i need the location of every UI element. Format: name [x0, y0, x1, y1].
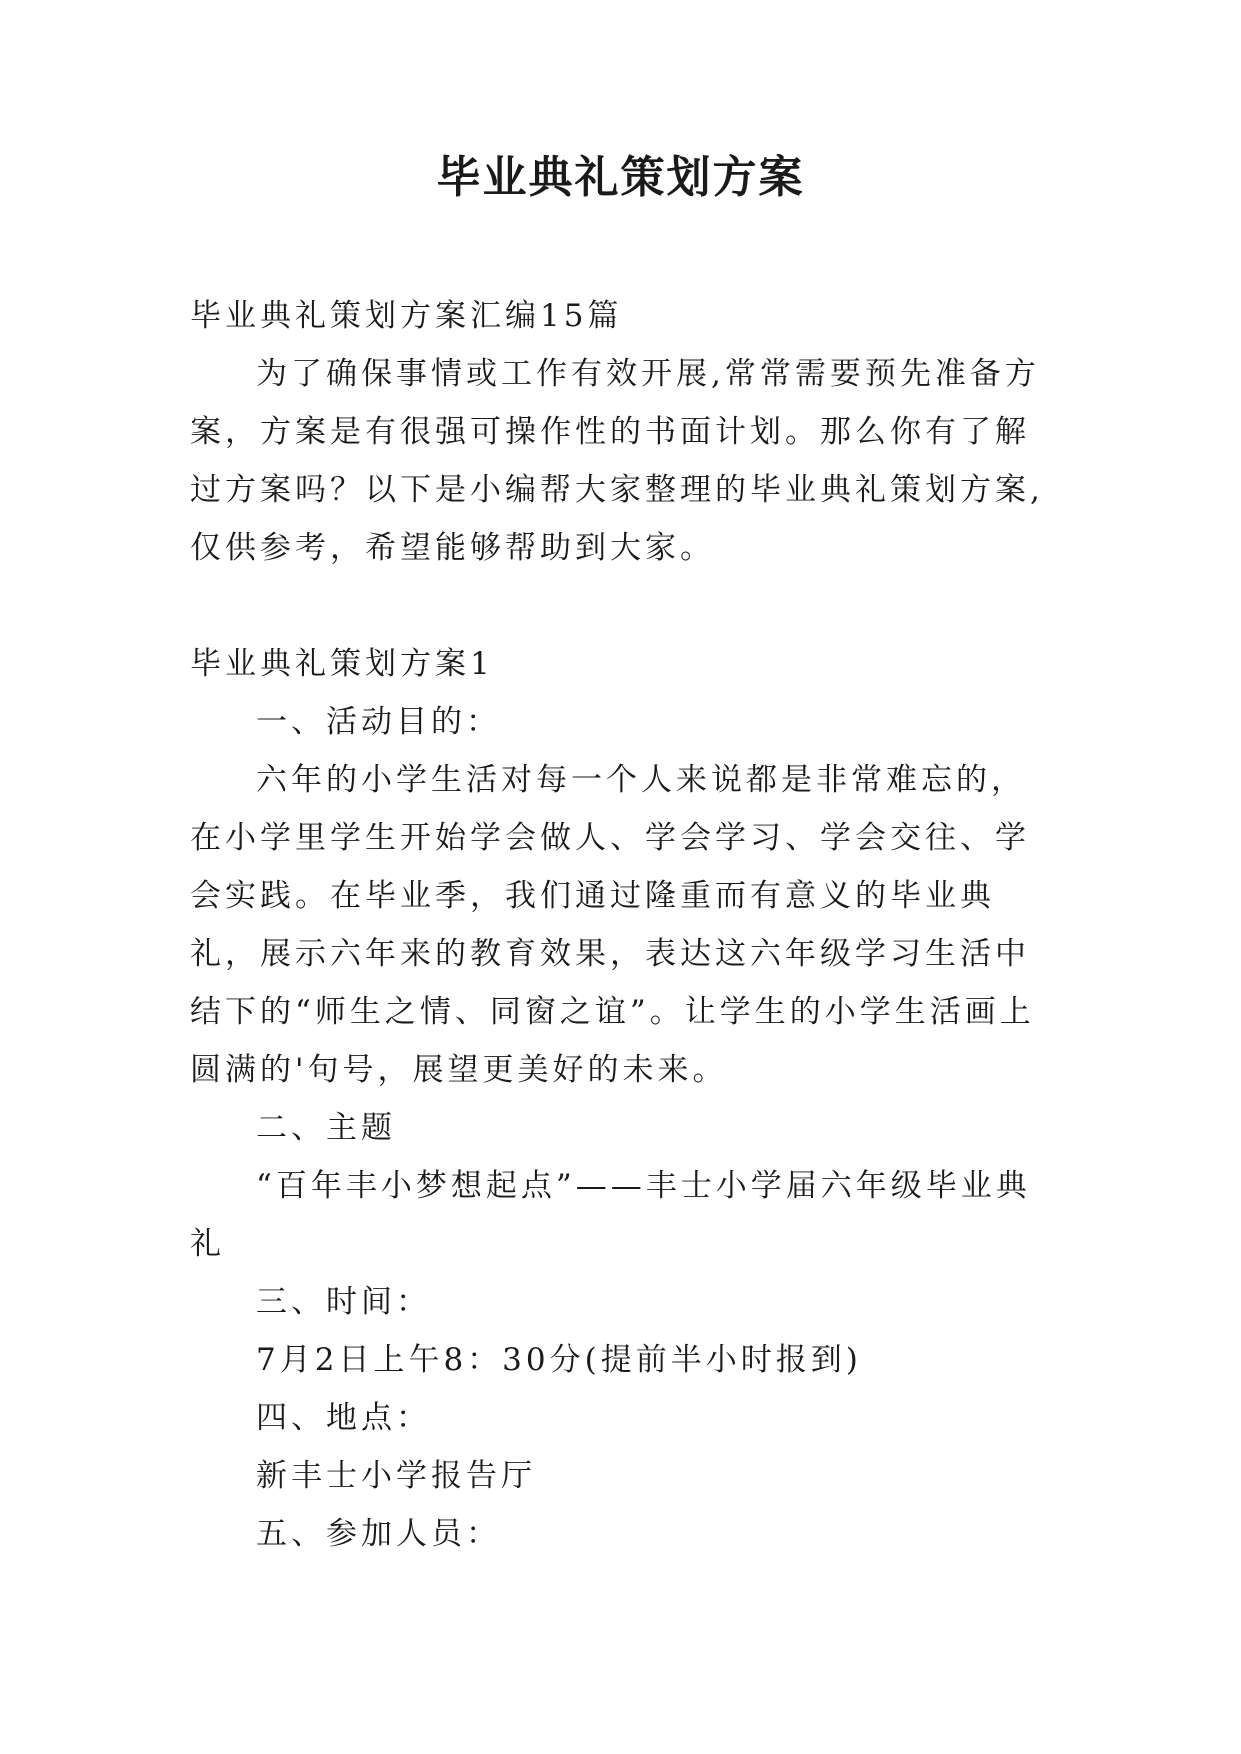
- place-heading: 四、地点：: [256, 1400, 431, 1436]
- collection-heading: 毕业典礼策划方案汇编15篇: [190, 298, 623, 334]
- intro-paragraph: 为了确保事情或工作有效开展,常常需要预先准备方案，方案是有很强可操作性的书面计划。那么你有了解过方案吗？以下是小编帮大家整理的毕业典礼策划方案,仅供参考，希望能够帮助到大家。: [190, 356, 1044, 566]
- section-heading: 毕业典礼策划方案1: [190, 646, 494, 682]
- place-paragraph: 新丰士小学报告厅: [256, 1458, 536, 1494]
- theme-heading: 二、主题: [256, 1110, 396, 1146]
- document-title: 毕业典礼策划方案: [436, 152, 805, 203]
- theme-paragraph: “百年丰小梦想起点”——丰士小学届六年级毕业典礼: [190, 1168, 1031, 1262]
- purpose-paragraph: 六年的小学生活对每一个人来说都是非常难忘的，在小学里学生开始学会做人、学会学习、学会交往、学会实践。在毕业季，我们通过隆重而有意义的毕业典礼，展示六年来的教育效果，表达这六年级学习生活中结下的“师生之情、同窗之谊”。让学生的小学生活画上圆满的'句号，展望更美好的未来。: [190, 762, 1035, 1088]
- document-body: [190, 287, 1060, 1563]
- time-paragraph: 7月2日上午8：30分(提前半小时报到): [256, 1342, 862, 1378]
- paragraph-gap: [190, 577, 1060, 635]
- purpose-heading: 一、活动目的：: [256, 704, 501, 740]
- time-heading: 三、时间：: [256, 1284, 431, 1320]
- participants-heading: 五、参加人员：: [256, 1516, 501, 1552]
